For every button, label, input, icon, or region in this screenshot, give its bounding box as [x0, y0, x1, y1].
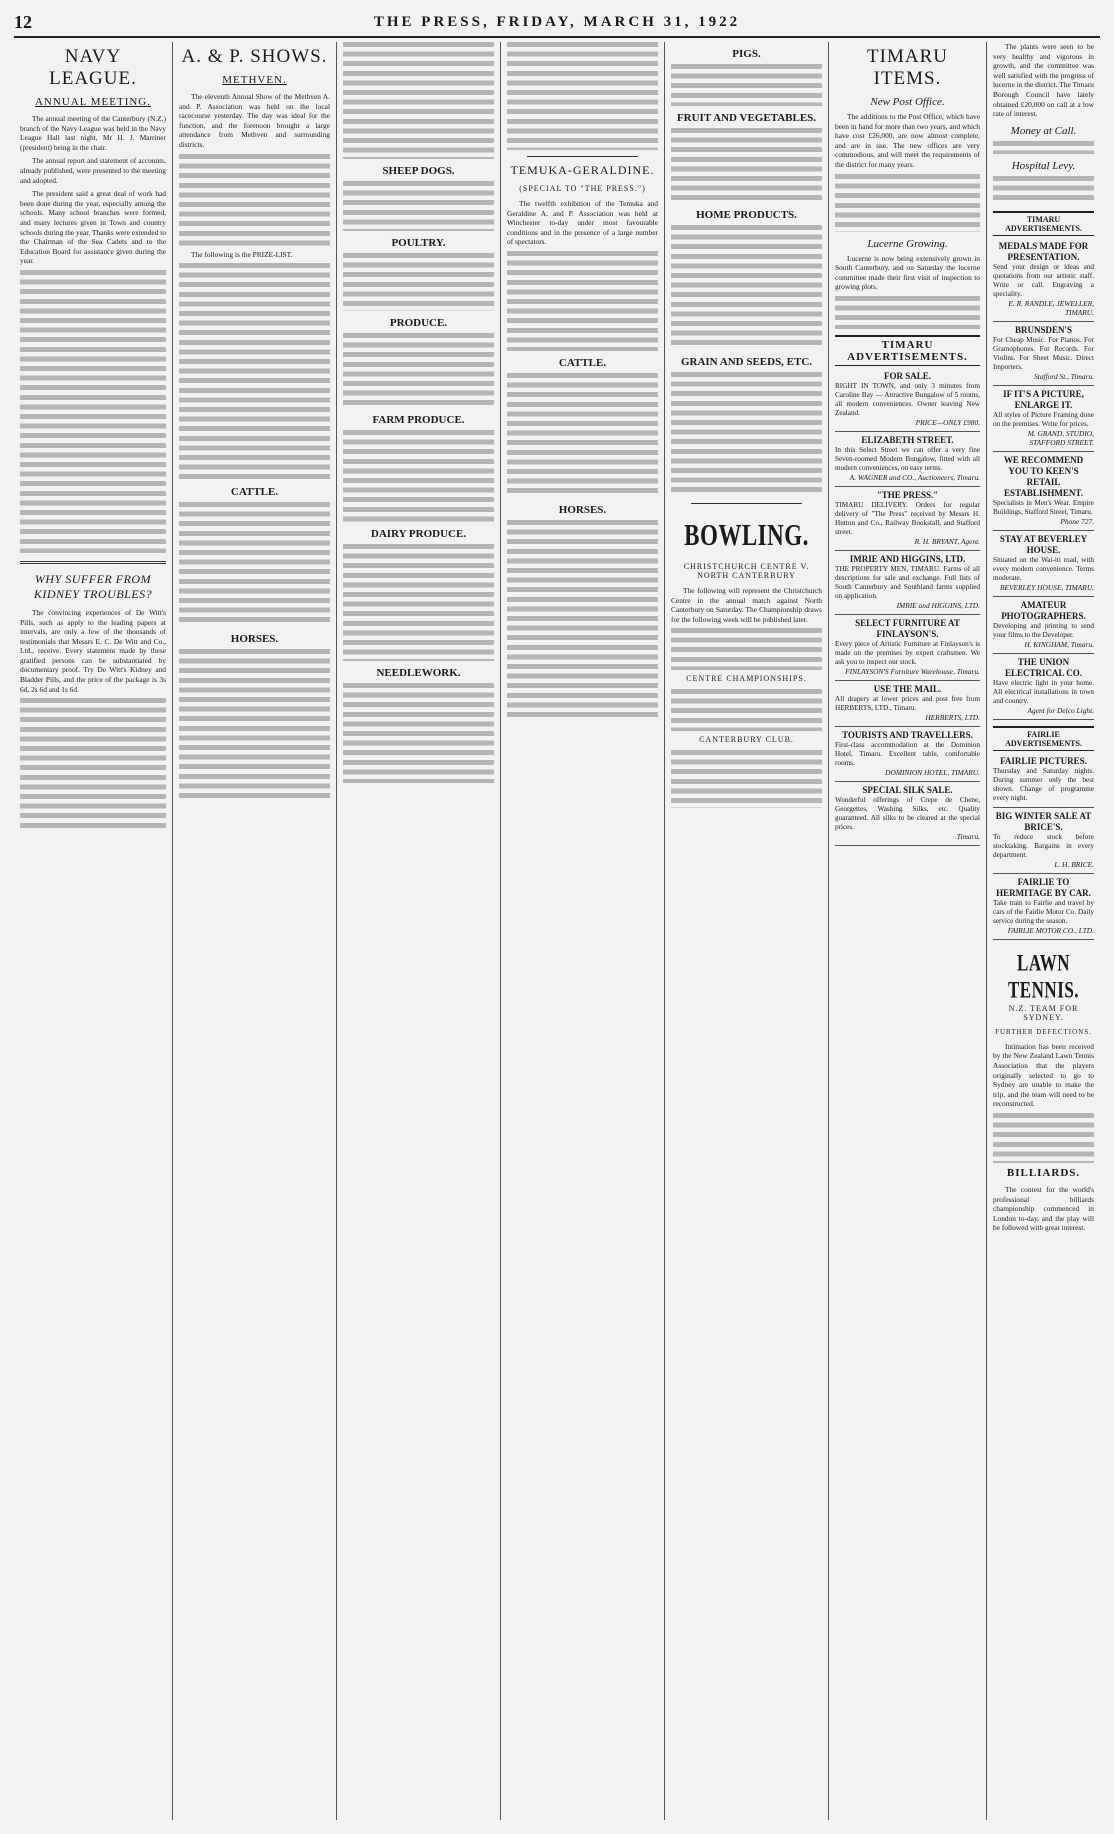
horses-subheading: HORSES. — [230, 633, 279, 646]
page-number: 12 — [14, 12, 32, 32]
advertisement-signature: R. H. BRYANT, Agent. — [914, 536, 980, 546]
advertisement — [993, 386, 1094, 452]
lucerne-text: Lucerne is now being extensively grown in South Canterbury, and on Saturday the lucerne committee made their first visit of inspection to growing plots. — [835, 253, 980, 292]
advertisement — [835, 432, 980, 487]
advertisement-body: Specialists in Men's Wear. Empire Buildings, Stafford Street, Timaru. — [993, 498, 1094, 516]
advertisement — [993, 322, 1094, 386]
bowling-body-text-3 — [671, 750, 822, 808]
farm-produce-subheading: FARM PRODUCE. — [372, 414, 465, 426]
produce-text — [343, 333, 494, 408]
advertisement — [835, 727, 980, 782]
temuka-heading: TEMUKA-GERALDINE. — [510, 163, 655, 177]
advertisement-body: Send your design or ideas and quotations from our artistic staff. Write or call. Engraving a speciality. — [993, 262, 1094, 298]
bowling-body-text — [671, 628, 822, 670]
advertisement-signature: Stafford St., Timaru. — [1034, 371, 1094, 381]
advertisement-title: WE RECOMMEND YOU TO KEEN'S RETAIL ESTABLISHMENT. — [1003, 454, 1084, 498]
advertisement-title: STAY AT BEVERLEY HOUSE. — [999, 533, 1088, 555]
advertisement-title: ELIZABETH STREET. — [861, 434, 954, 445]
masthead — [14, 10, 1100, 38]
divider — [527, 156, 638, 157]
advertisement-title: FOR SALE. — [883, 370, 931, 381]
prize-list-label: The following is the PRIZE-LIST. — [191, 249, 293, 259]
needlework-text — [343, 683, 494, 783]
advertisement-signature: FINLAYSON'S Furniture Warehouse, Timaru. — [845, 666, 980, 676]
billiards-heading: BILLIARDS. — [1006, 1166, 1081, 1179]
advertisement-body: Situated on the Wai-iti road, with every modern convenience. Terms moderate. — [993, 555, 1094, 582]
advertisement-body: Developing and printing to send your films to the Developer. — [993, 621, 1094, 639]
advertisement-title: TOURISTS AND TRAVELLERS. — [842, 729, 973, 740]
navy-paragraph-2: The annual report and statement of accounts, already published, were presented to the meeting and adopted. — [20, 156, 166, 185]
tennis-sub: N.Z. TEAM FOR SYDNEY. — [1008, 1003, 1079, 1022]
post-office-body-text — [835, 174, 980, 232]
bowling-text: The following will represent the Christchurch Centre in the annual match against North Canterbury on Saturday. The Championship draws for the following week will be published later. — [671, 586, 822, 624]
advertisement-signature: IMRIE and HIGGINS, LTD. — [896, 600, 980, 610]
methven-intro: The eleventh Annual Show of the Methven A. and P. Association was held on the local racecourse yesterday. The day was ideal for the function, and the forenoon brought a large attendance from Methven and surrounding districts. — [179, 92, 330, 149]
advertisement — [993, 874, 1094, 940]
methven-body-text — [179, 154, 330, 246]
hospital-text — [993, 176, 1094, 205]
advertisement-title: "THE PRESS." — [876, 489, 939, 500]
fruit-text — [671, 128, 822, 203]
advertisement-title: BRUNSDEN'S — [1014, 324, 1072, 335]
temuka-horses-text — [507, 520, 658, 720]
advertisement-body: Take train to Fairlie and travel by cars of the Fairlie Motor Co. Daily service during the season. — [993, 898, 1094, 925]
advertisement — [993, 753, 1094, 808]
pigs-subheading: PIGS. — [732, 48, 761, 60]
farm-produce-text — [343, 430, 494, 522]
divider — [691, 503, 802, 504]
results-text — [507, 42, 658, 150]
kidney-body-text — [20, 698, 166, 831]
navy-body-text — [20, 270, 166, 553]
advertisement-body: For Cheap Music. For Pianos. For Gramophones. For Records. For Violins. For Sheet Music. Direct Importers. — [993, 335, 1094, 371]
lucerne-subheading: Lucerne Growing. — [867, 237, 948, 250]
hospital-subheading: Hospital Levy. — [1011, 159, 1076, 172]
advertisement-title: MEDALS MADE FOR PRESENTATION. — [998, 240, 1089, 262]
fruit-subheading: FRUIT AND VEGETABLES. — [676, 112, 817, 124]
money-subheading: Money at Call. — [1010, 124, 1077, 137]
home-products-text — [671, 225, 822, 350]
navy-league-subheading: ANNUAL MEETING. — [34, 96, 152, 108]
advertisement — [993, 452, 1094, 531]
navy-league-heading: NAVY LEAGUE. — [49, 46, 137, 89]
masthead-title: THE PRESS, FRIDAY, MARCH 31, 1922 — [373, 14, 741, 30]
column-right-ads — [986, 42, 1100, 1820]
advertisement — [835, 487, 980, 551]
advertisement-title: BIG WINTER SALE AT BRICE'S. — [995, 810, 1092, 832]
advertisement-body: Have electric light in your home. All electrical installations in town and country. — [993, 678, 1094, 705]
advertisement-title: IF IT'S A PICTURE, ENLARGE IT. — [1003, 388, 1084, 410]
poultry-text — [343, 253, 494, 311]
advertisement-signature: H. KINGHAM, Timaru. — [1024, 639, 1094, 649]
advertisement-title: SPECIAL SILK SALE. — [862, 784, 953, 795]
sheep-dogs-text — [343, 181, 494, 231]
tennis-text: Intimation has been received by the New Zealand Lawn Tennis Association that the players originally selected to go to Sydney are unable to make the trip, and the team will need to be reconstructed. — [993, 1041, 1094, 1109]
tennis-sub-2: FURTHER DEFECTIONS. — [995, 1027, 1092, 1036]
advertisement-body: Wonderful offerings of Crepe de Chene, Georgettes, Washing Silks, etc. Quality guaranteed. All silks to be cleared at the special prices. — [835, 795, 980, 831]
column-shows — [172, 42, 336, 1820]
advertisement-signature: M. GRAND, STUDIO, STAFFORD STREET. — [1027, 428, 1094, 447]
column-timaru — [828, 42, 986, 1820]
home-products-subheading: HOME PRODUCTS. — [696, 209, 797, 221]
advertisement — [993, 238, 1094, 322]
advertisement-body: To reduce stock before stocktaking. Bargains in every department. — [993, 832, 1094, 859]
right-ads-list — [993, 238, 1094, 720]
shows-heading: A. & P. SHOWS. — [181, 46, 328, 67]
advertisement-signature: Phone 727. — [1060, 516, 1094, 526]
column-navy-league — [14, 42, 172, 1820]
temuka-intro: The twelfth exhibition of the Temuka and Geraldine A. and P. Association was held at Winchester to-day under most favourable conditions and in the presence of a large number of spectators. — [507, 199, 658, 247]
advertisement — [835, 681, 980, 727]
kidney-text: The convincing experiences of De Witt's Pills, such as apply to the leading papers at intervals, are only a few of the thousands of testimonials that Messrs E. C. De Witt and Co., Ltd., receive. Every statement made by these gratified persons can be substantiated by documentary proof. Try De Witt's Kidney and Bladder Pills, and the price of the package is 3s 6d, 2s 6d and 1s 6d. — [20, 607, 166, 694]
advertisement — [835, 368, 980, 432]
temuka-cattle-subheading: CATTLE. — [558, 356, 607, 369]
advertisement-body: Every piece of Artistic Furniture at Finlayson's is made on the premises by expert craftsmen. We ask you to inspect our stock. — [835, 639, 980, 666]
advertisement-body: TIMARU DELIVERY. Orders for regular delivery of "The Press" received by Messrs H. Hutton and Co., Railway Bookstall, and Stafford street. — [835, 500, 980, 536]
temuka-horses-subheading: HORSES. — [558, 503, 607, 516]
advertisement-body: All styles of Picture Framing done on the premises. Write for prices. — [993, 410, 1094, 428]
show-results-text — [343, 42, 494, 159]
column-shows-continued — [336, 42, 500, 1820]
advertisement-title: FAIRLIE PICTURES. — [1000, 755, 1087, 766]
cattle-text — [179, 502, 330, 627]
advertisement-title: THE UNION ELECTRICAL CO. — [1004, 656, 1083, 678]
methven-subheading: METHVEN. — [222, 74, 287, 86]
bowling-sub-2: CENTRE CHAMPIONSHIPS. — [686, 674, 807, 684]
grain-subheading: GRAIN AND SEEDS, ETC. — [680, 356, 813, 368]
advertisement-body: Thursday and Saturday nights. During summer only the best shown. Change of programme every night. — [993, 766, 1094, 802]
temuka-special: (SPECIAL TO "THE PRESS.") — [519, 184, 646, 193]
cattle-subheading: CATTLE. — [230, 486, 279, 499]
fairlie-ads-list — [993, 753, 1094, 940]
divider — [20, 561, 166, 564]
advertisement-signature: Agent for Delco Light. — [1027, 705, 1094, 715]
advertisement — [993, 531, 1094, 597]
post-office-text: The additions to the Post Office, which have been in hand for more than two years, and which have cost £26,000, are now almost complete, and are in use. The new offices are very commodious, and will meet the requirements of the district for many years. — [835, 112, 980, 169]
bowling-body-text-2 — [671, 689, 822, 731]
lawn-tennis-heading: LAWN TENNIS. — [1007, 949, 1080, 1003]
timaru-ads-list — [835, 368, 980, 846]
prize-list-text — [179, 263, 330, 480]
right-ads-heading: TIMARU ADVERTISEMENTS. — [993, 211, 1094, 236]
advertisement-title: USE THE MAIL. — [873, 683, 942, 694]
bowling-sub-1: CHRISTCHURCH CENTRE V. NORTH CANTERBURY — [683, 562, 810, 580]
needlework-subheading: NEEDLEWORK. — [376, 667, 461, 679]
grain-text — [671, 372, 822, 497]
tennis-body-text — [993, 1113, 1094, 1163]
timaru-items-heading: TIMARU ITEMS. — [867, 46, 948, 89]
advertisement-signature: PRICE—ONLY £980. — [915, 417, 980, 427]
dairy-produce-subheading: DAIRY PRODUCE. — [370, 528, 467, 540]
advertisement-signature: L. H. BRICE. — [1054, 859, 1094, 869]
column-bowling — [664, 42, 828, 1820]
fairlie-ads-heading: FAIRLIE ADVERTISEMENTS. — [993, 726, 1094, 751]
produce-subheading: PRODUCE. — [389, 317, 448, 329]
advertisement-signature: A. WAGNER and CO., Auctioneers, Timaru. — [849, 472, 980, 482]
advertisement — [993, 654, 1094, 720]
advertisement-body: RIGHT IN TOWN, and only 3 minutes from Caroline Bay — Attractive Bungalow of 5 rooms, all modern conveniences. Owner leaving New Zealand. — [835, 381, 980, 417]
lucerne-continued-text: The plants were seen to be very healthy and vigorous in growth, and the committee was well satisfied with the progress of lucerne in the district. The Timaru Borough Council have lately obtained £20,000 on call at a low rate of interest. — [993, 42, 1094, 119]
dairy-produce-text — [343, 544, 494, 661]
column-temuka — [500, 42, 664, 1820]
advertisement-signature: E. R. RANDLE, JEWELLER, TIMARU. — [1008, 298, 1094, 317]
post-office-subheading: New Post Office. — [870, 96, 945, 108]
advertisement-signature: FAIRLIE MOTOR CO., LTD. — [1007, 925, 1094, 935]
kidney-heading: WHY SUFFER FROM KIDNEY TROUBLES? — [33, 571, 153, 601]
bowling-heading: BOWLING. — [684, 518, 809, 552]
money-text — [993, 141, 1094, 154]
advertisement — [835, 782, 980, 846]
advertisement-title: IMRIE AND HIGGINS, LTD. — [849, 553, 966, 564]
advertisement — [993, 808, 1094, 874]
advertisement-signature: DOMINION HOTEL, TIMARU. — [885, 767, 980, 777]
advertisement-signature: HERBERTS, LTD. — [925, 712, 980, 722]
sheep-dogs-subheading: SHEEP DOGS. — [382, 165, 455, 177]
advertisement-signature: Timaru. — [956, 831, 980, 841]
timaru-ads-heading: TIMARU ADVERTISEMENTS. — [835, 335, 980, 366]
advertisement-body: In this Select Street we can offer a very fine Seven-roomed Modern Bungalow, fitted with all modern conveniences, on easy terms. — [835, 445, 980, 472]
advertisement — [993, 597, 1094, 654]
advertisement — [835, 551, 980, 615]
advertisement-body: THE PROPERTY MEN, TIMARU. Farms of all descriptions for sale and exchange. Full lists of South Canterbury and Southland farms supplied on application. — [835, 564, 980, 600]
pigs-text — [671, 64, 822, 106]
bowling-sub-3: CANTERBURY CLUB. — [699, 735, 794, 745]
navy-paragraph-3: The president said a great deal of work had been done during the year, especially among the schools. Many school branches were formed, and many lectures given in Town and country schools during the year. Thanks were extended to the Chairman of the Sea Cadets and to the Education Board for assistance given during the year. — [20, 189, 166, 266]
advertisement-title: SELECT FURNITURE AT FINLAYSON'S. — [855, 617, 960, 639]
navy-paragraph-1: The annual meeting of the Canterbury (N.Z.) branch of the Navy League was held in the Navy League Hall last night, Mr H. J. Marriner (president) being in the chair. — [20, 114, 166, 152]
lucerne-body-text — [835, 296, 980, 329]
temuka-cattle-text — [507, 373, 658, 498]
advertisement — [835, 615, 980, 681]
poultry-subheading: POULTRY. — [391, 237, 446, 249]
temuka-body-text — [507, 251, 658, 351]
horses-text — [179, 649, 330, 799]
advertisement-body: First-class accommodation at the Dominion Hotel, Timaru. Excellent table, comfortable rooms. — [835, 740, 980, 767]
advertisement-title: FAIRLIE TO HERMITAGE BY CAR. — [996, 876, 1091, 898]
advertisement-body: All drapery at lower prices and post free from HERBERTS, LTD., Timaru. — [835, 694, 980, 712]
advertisement-signature: BEVERLEY HOUSE, TIMARU. — [999, 582, 1094, 592]
billiards-text: The contest for the world's professional billiards championship commenced in London to-day, and the play will be followed with great interest. — [993, 1184, 1094, 1233]
advertisement-title: AMATEUR PHOTOGRAPHERS. — [1001, 599, 1086, 621]
